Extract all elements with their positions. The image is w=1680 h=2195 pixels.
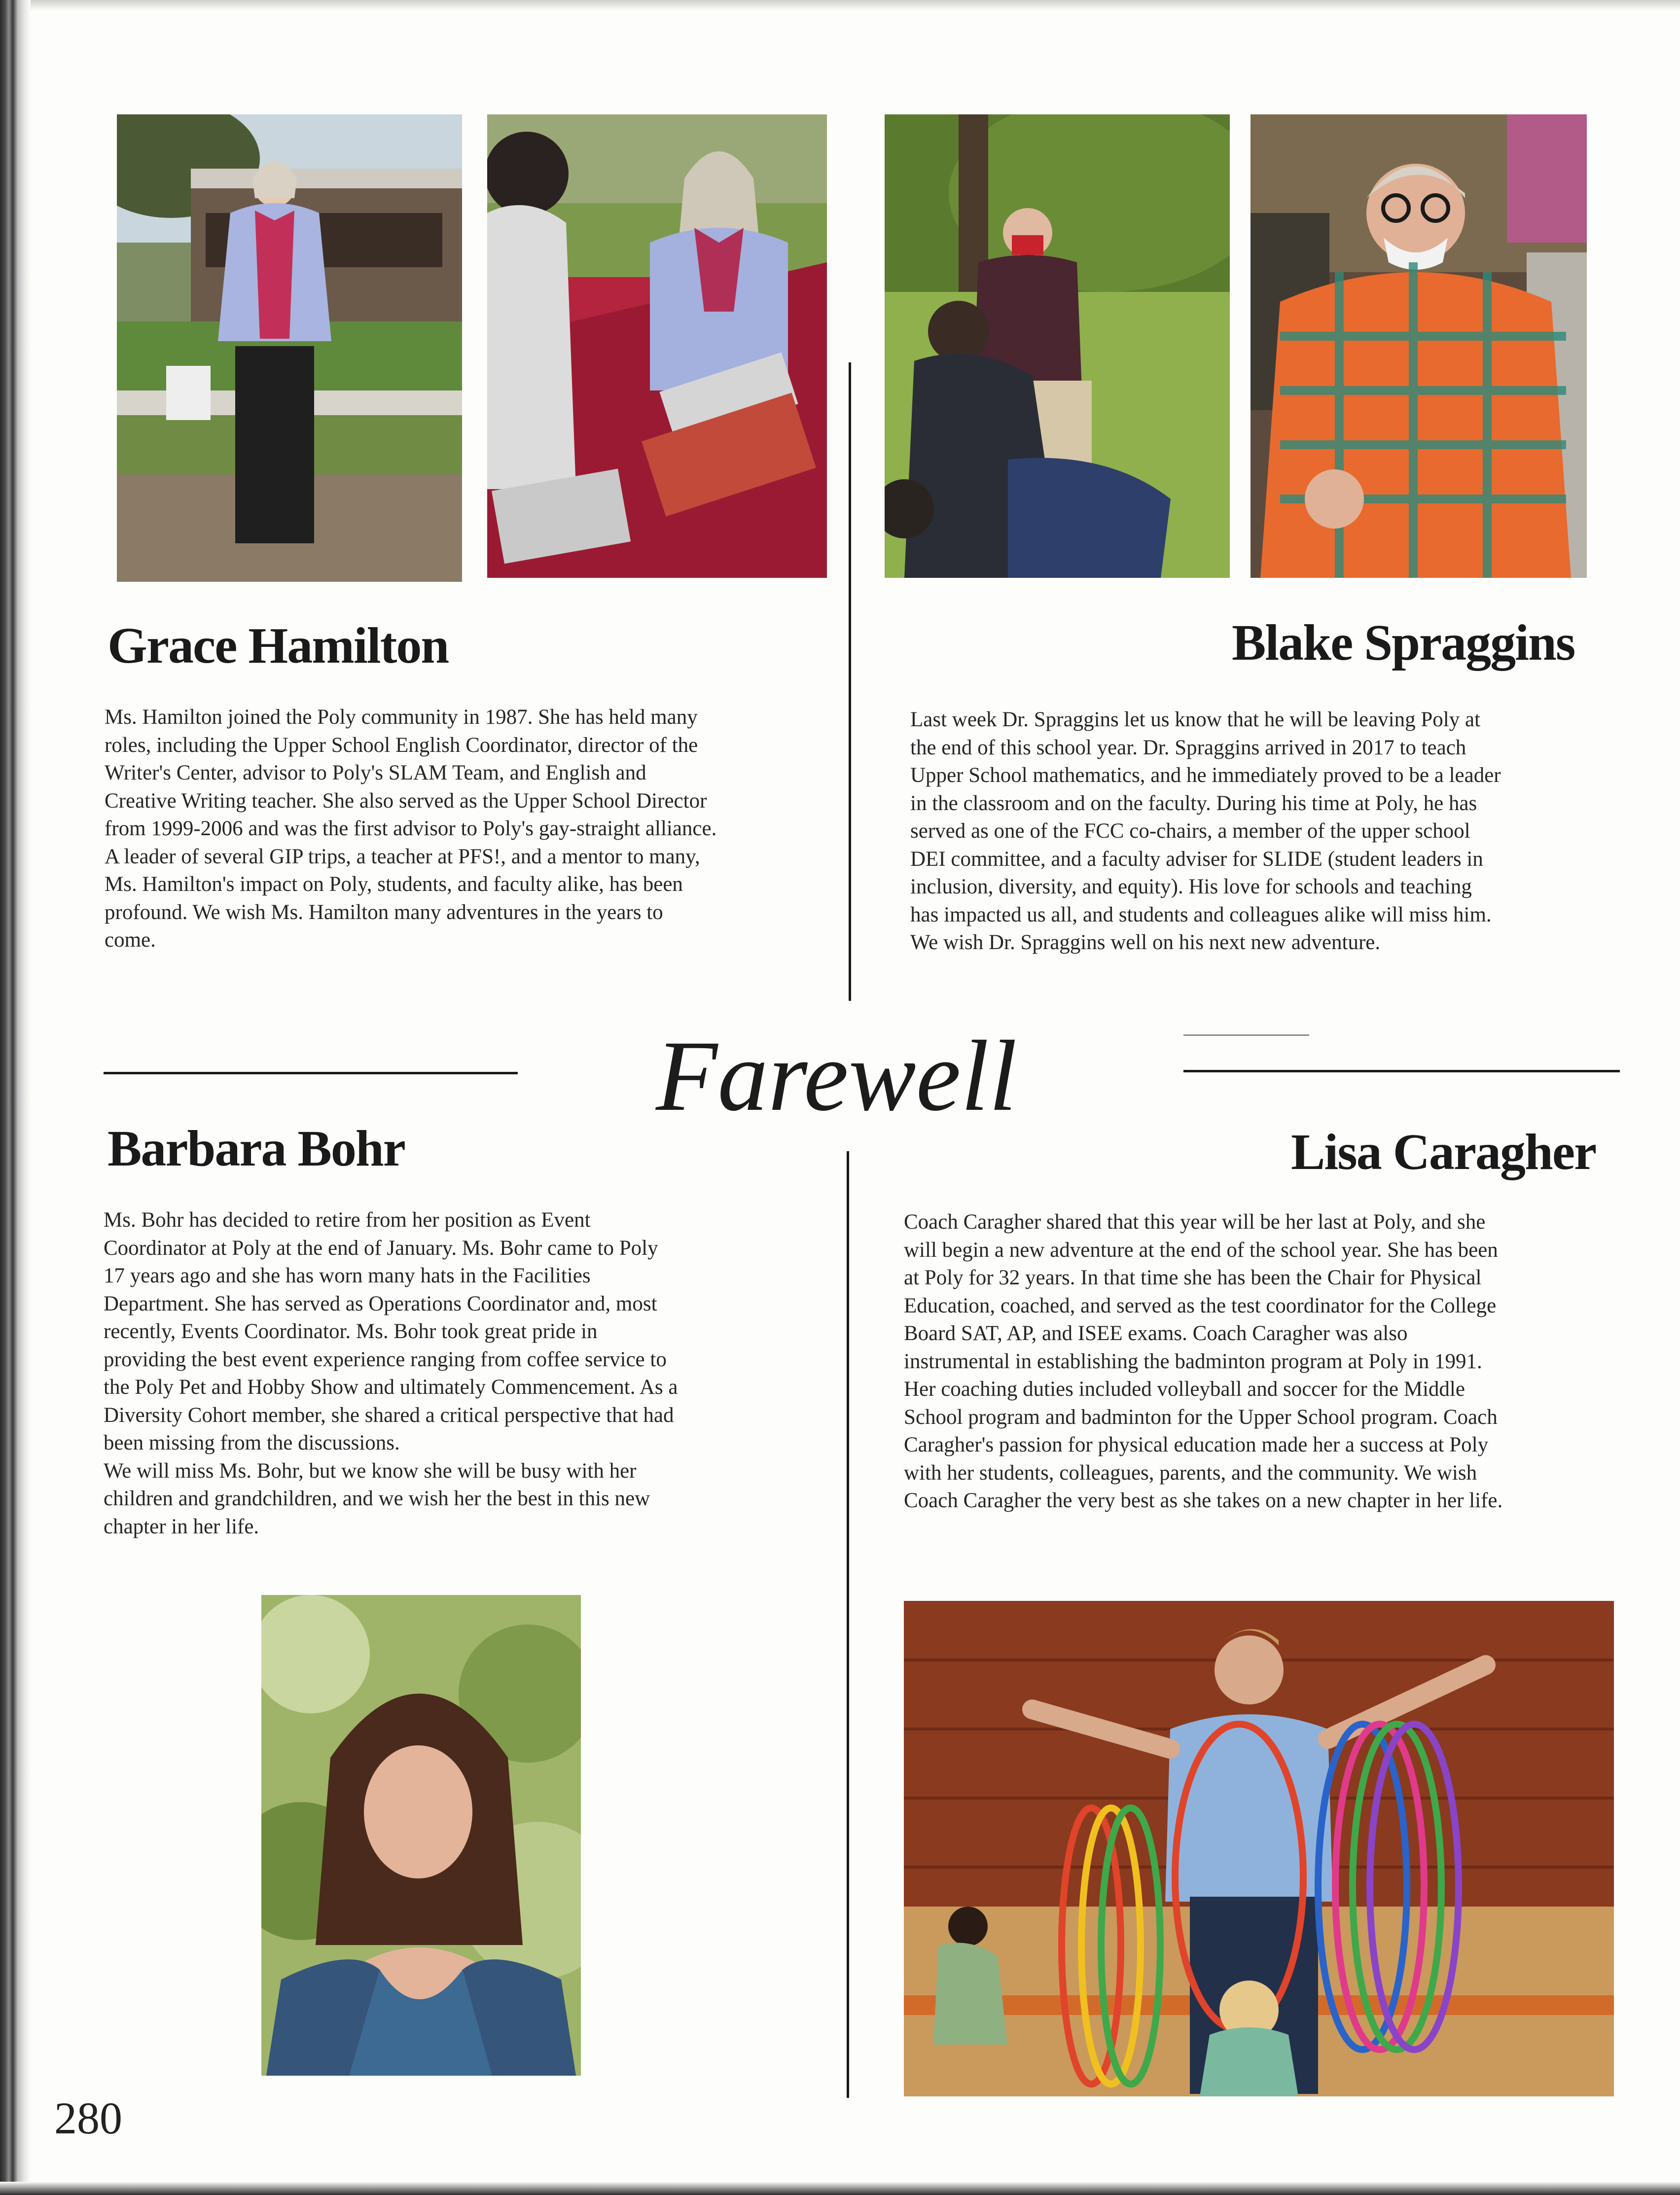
photo-blake-spraggins-portrait bbox=[1251, 114, 1587, 578]
farewell-heading: Farewell bbox=[656, 1020, 1017, 1132]
bio-barbara-bohr: Ms. Bohr has decided to retire from her position as Event Coordinator at Poly at the end of January. Ms. Bohr came to Poly 17 years ago and she has worn many hats in the Facilities Department. She has served as Operations Coordinator and, most recently, Events Coordinator. Ms. Bohr took great pride in providing the best event experience ranging from coffee service to the Poly Pet and Hobby Show and ultimately Commencement. As a Diversity Cohort member, she shared a critical perspective that had been missing from the discussions. We will miss Ms. Bohr, but we know she will be busy with her children and grandchildren, and we wish her the best in this new chapter in her life. bbox=[104, 1208, 678, 1538]
bio-blake-spraggins: Last week Dr. Spraggins let us know that he will be leaving Poly at the end of this school year. Dr. Spraggins arrived in 2017 to teach Upper School mathematics, and he immediately proved to be a leader in the classroom and on the faculty. During his time at Poly, he has served as one of the FCC co-chairs, a member of the upper school DEI committee, and a faculty adviser for SLIDE (student leaders in inclusion, diversity, and equity). His love for schools and teaching has impacted us all, and students and colleagues alike will miss him. We wish Dr. Spraggins well on his next new adventure. bbox=[910, 708, 1501, 954]
book-binding-edge bbox=[0, 0, 31, 2195]
farewell-rule-right bbox=[1183, 1070, 1620, 1072]
page-top-edge bbox=[0, 0, 1680, 11]
name-blake-spraggins: Blake Spraggins bbox=[1232, 614, 1575, 671]
photo-lisa-caragher-hula-hoops bbox=[904, 1601, 1614, 2096]
bio-lisa-caragher: Coach Caragher shared that this year will be her last at Poly, and she will begin a new adventure at the end of the school year. She has been at Poly for 32 years. In that time she has been the Chair for Physical Education, coached, and served as the test coordinator for the College Board SAT, AP, and ISEE exams. Coach Caragher was also instrumental in establishing the badminton program at Poly in 1991. Her coaching duties included volleyball and soccer for the Middle School program and badminton for the Upper School program. Coach Caragher's passion for physical education made her a success at Poly with her students, colleagues, parents, and the community. We wish Coach Caragher the very best as she takes on a new chapter in her life. bbox=[904, 1210, 1503, 1512]
decorative-short-rule bbox=[1183, 1034, 1309, 1036]
name-barbara-bohr: Barbara Bohr bbox=[107, 1120, 405, 1177]
photo-grace-hamilton-with-student bbox=[487, 114, 827, 578]
page-bottom-edge bbox=[0, 2182, 1680, 2195]
name-lisa-caragher: Lisa Caragher bbox=[1291, 1124, 1596, 1180]
farewell-rule-left bbox=[104, 1072, 518, 1074]
photo-barbara-bohr-portrait bbox=[261, 1595, 581, 2076]
vertical-divider-bottom bbox=[847, 1151, 849, 2098]
name-grace-hamilton: Grace Hamilton bbox=[107, 617, 449, 674]
bio-grace-hamilton: Ms. Hamilton joined the Poly community in 1987. She has held many roles, including the Upper School English Coordinator, director of the Writer's Center, advisor to Poly's SLAM Team, and English and Creative Writing teacher. She also served as the Upper School Director from 1999-2006 and was the first advisor to Poly's gay-straight alliance. A leader of several GIP trips, a teacher at PFS!, and a mentor to many, Ms. Hamilton's impact on Poly, students, and faculty alike, has been profound. We wish Ms. Hamilton many adventures in the years to come. bbox=[105, 706, 717, 952]
photo-grace-hamilton-walking bbox=[117, 114, 462, 582]
page-number: 280 bbox=[54, 2093, 122, 2143]
vertical-divider-top bbox=[849, 362, 851, 1001]
photo-blake-spraggins-outdoors bbox=[885, 114, 1230, 578]
